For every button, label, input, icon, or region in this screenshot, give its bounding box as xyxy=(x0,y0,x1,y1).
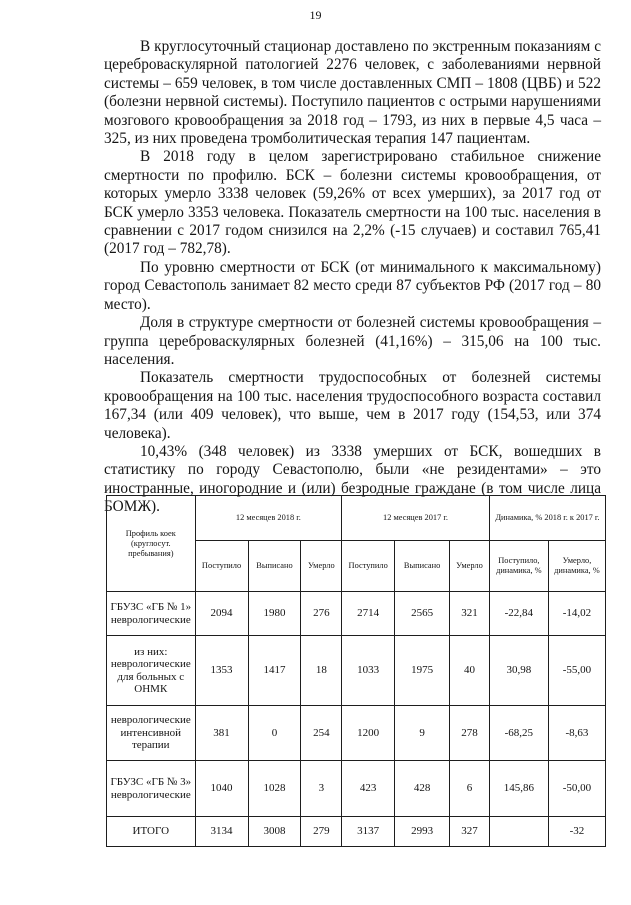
cell-dyn-admitted: 30,98 xyxy=(489,636,548,706)
row-label: ГБУЗС «ГБ № 1» неврологические xyxy=(107,592,196,636)
cell-admitted-2018: 381 xyxy=(195,706,248,761)
paragraph: В 2018 году в целом зарегистрировано стабильное снижение смертности по профилю. БСК – болезни системы кровообращения, от которых умерло 3338 человек (59,26% от всех умерших), за 2017 год от БСК умерло 3353 человека. Показатель смертности на 100 тыс. населения в сравнении с 2017 годом снизился на 2,2% (-15 случаев) и составил 765,41 (2017 год – 782,78). xyxy=(104,148,601,258)
row-label: ГБУЗС «ГБ № 3» неврологические xyxy=(107,761,196,817)
row-label: неврологические интенсивной терапии xyxy=(107,706,196,761)
paragraph: В круглосуточный стационар доставлено по экстренным показаниям с цереброваскулярной патологией 2276 человек, с заболеваниями нервной системы – 659 человек, в том числе доставленных СМП – 1808 (ЦВБ) и 522 (болезни нервной системы). Поступило пациентов с острыми нарушениями мозгового кровообращения за 2018 год – 1793, из них в первые 4,5 часа – 325, из них проведена тромболитическая терапия 147 пациентам. xyxy=(104,38,601,148)
cell-discharged-2017: 428 xyxy=(395,761,450,817)
paragraph: Показатель смертности трудоспособных от болезней системы кровообращения на 100 тыс. населения трудоспособного возраста составил 167,34 (или 409 человек), что выше, чем в 2017 году (154,53, или 374 человека). xyxy=(104,369,601,442)
table-row xyxy=(107,592,606,636)
cell-discharged-2018: 3008 xyxy=(248,817,301,847)
header-profile: Профиль коек (круглосут. пребывания) xyxy=(107,496,196,592)
cell-died-2017: 40 xyxy=(450,636,490,706)
cell-discharged-2018: 1980 xyxy=(248,592,301,636)
cell-died-2018: 276 xyxy=(301,592,342,636)
cell-discharged-2018: 1417 xyxy=(248,636,301,706)
cell-died-2018: 3 xyxy=(301,761,342,817)
cell-dyn-admitted xyxy=(489,817,548,847)
cell-died-2017: 321 xyxy=(450,592,490,636)
paragraph: Доля в структуре смертности от болезней системы кровообращения – группа цереброваскулярных болезней (41,16%) – 315,06 на 100 тыс. населения. xyxy=(104,314,601,368)
cell-admitted-2017: 423 xyxy=(342,761,395,817)
header-discharged-2018: Выписано xyxy=(248,541,301,592)
cell-discharged-2018: 1028 xyxy=(248,761,301,817)
cell-admitted-2018: 1040 xyxy=(195,761,248,817)
cell-dyn-admitted: -68,25 xyxy=(489,706,548,761)
row-label: ИТОГО xyxy=(107,817,196,847)
header-dynamics: Динамика, % 2018 г. к 2017 г. xyxy=(489,496,605,541)
header-2018: 12 месяцев 2018 г. xyxy=(195,496,342,541)
header-2017: 12 месяцев 2017 г. xyxy=(342,496,490,541)
paragraph: По уровню смертности от БСК (от минимального к максимальному) город Севастополь занимает 82 место среди 87 субъектов РФ (2017 год – 80 место). xyxy=(104,258,601,313)
cell-dyn-admitted: 145,86 xyxy=(489,761,548,817)
cell-dyn-died: -8,63 xyxy=(548,706,605,761)
table-row xyxy=(107,706,606,761)
header-discharged-2017: Выписано xyxy=(395,541,450,592)
cell-died-2017: 6 xyxy=(450,761,490,817)
cell-dyn-died: -14,02 xyxy=(548,592,605,636)
header-admitted-2018: Поступило xyxy=(195,541,248,592)
cell-died-2018: 18 xyxy=(301,636,342,706)
header-died-2017: Умерло xyxy=(450,541,490,592)
cell-discharged-2017: 9 xyxy=(395,706,450,761)
cell-dyn-died: -55,00 xyxy=(548,636,605,706)
cell-died-2018: 279 xyxy=(301,817,342,847)
cell-admitted-2017: 1200 xyxy=(342,706,395,761)
cell-admitted-2017: 3137 xyxy=(342,817,395,847)
header-dyn-admitted: Поступило, динамика, % xyxy=(489,541,548,592)
row-label: из них: неврологические для больных с ОНМК xyxy=(107,636,196,706)
mortality-table xyxy=(106,495,606,847)
paragraph: 10,43% (348 человек) из 3338 умерших от БСК, вошедших в статистику по городу Севастополю, были «не резидентами» – это иностранные, иногородние и (или) безродные граждане (в том числе лица БОМЖ). xyxy=(104,442,601,516)
header-died-2018: Умерло xyxy=(301,541,342,592)
cell-discharged-2017: 2565 xyxy=(395,592,450,636)
cell-admitted-2018: 3134 xyxy=(195,817,248,847)
cell-dyn-died: -50,00 xyxy=(548,761,605,817)
table-row xyxy=(107,761,606,817)
cell-dyn-admitted: -22,84 xyxy=(489,592,548,636)
cell-died-2017: 327 xyxy=(450,817,490,847)
cell-admitted-2018: 2094 xyxy=(195,592,248,636)
cell-died-2017: 278 xyxy=(450,706,490,761)
cell-admitted-2017: 1033 xyxy=(342,636,395,706)
header-dyn-died: Умерло, динамика, % xyxy=(548,541,605,592)
table-row-total xyxy=(107,817,606,847)
header-admitted-2017: Поступило xyxy=(342,541,395,592)
cell-discharged-2018: 0 xyxy=(248,706,301,761)
page-number: 19 xyxy=(309,8,322,22)
cell-dyn-died: -32 xyxy=(548,817,605,847)
body-text xyxy=(104,38,601,517)
table-row xyxy=(107,636,606,706)
cell-discharged-2017: 2993 xyxy=(395,817,450,847)
cell-admitted-2017: 2714 xyxy=(342,592,395,636)
cell-discharged-2017: 1975 xyxy=(395,636,450,706)
cell-died-2018: 254 xyxy=(301,706,342,761)
cell-admitted-2018: 1353 xyxy=(195,636,248,706)
